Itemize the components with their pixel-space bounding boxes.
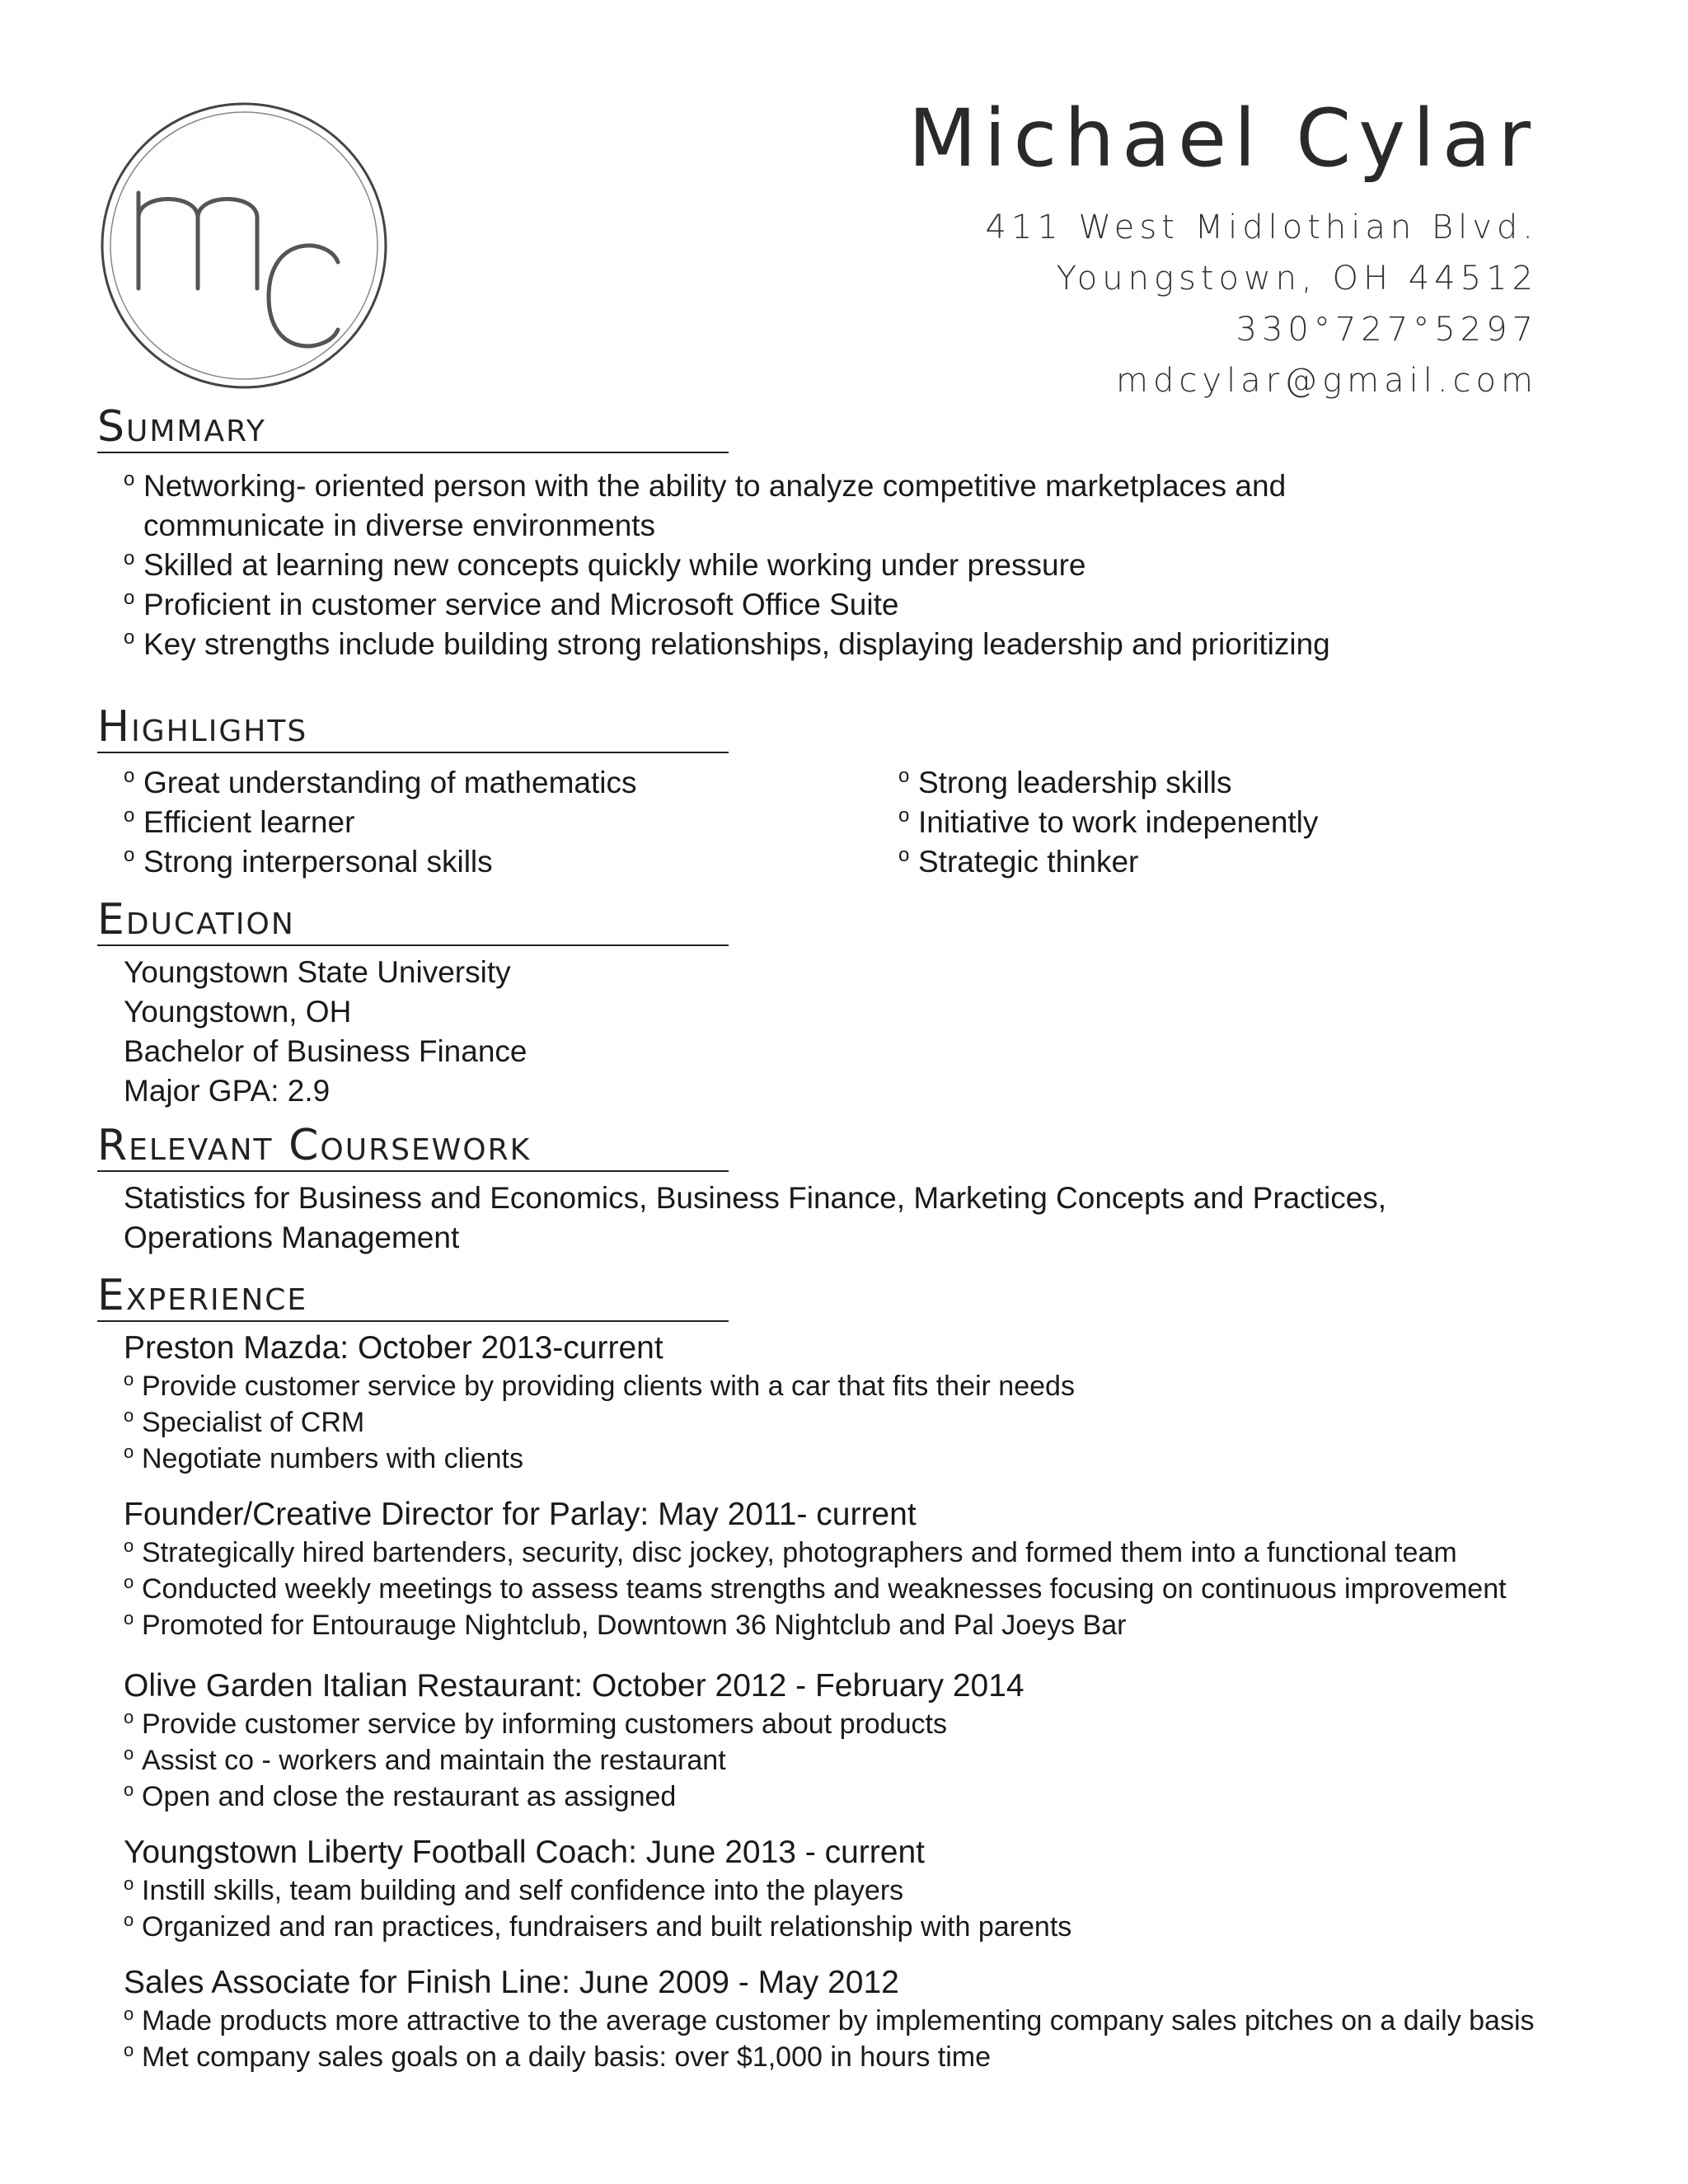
job-duty: o Provide customer service by providing clients with a car that fits their needs bbox=[124, 1368, 1075, 1404]
experience-job bbox=[124, 1666, 1025, 1815]
highlight-item: o Great understanding of mathematics bbox=[124, 763, 865, 803]
job-title: Sales Associate for Finish Line: June 2009 - May 2012 bbox=[124, 1965, 899, 2000]
education-details bbox=[124, 953, 528, 1111]
highlights-left-list bbox=[124, 763, 865, 882]
summary-item: o Proficient in customer service and Microsoft Office Suite bbox=[124, 585, 1360, 625]
summary-heading: Summary bbox=[97, 405, 729, 453]
job-duties bbox=[124, 1368, 1075, 1477]
highlight-item: o Strong leadership skills bbox=[898, 763, 1558, 803]
job-duty: o Conducted weekly meetings to assess teams strengths and weaknesses focusing on continuous improvement bbox=[124, 1571, 1507, 1607]
job-duty: o Instill skills, team building and self confidence into the players bbox=[124, 1872, 1071, 1909]
phone-number: 330°727°5297 bbox=[1236, 311, 1538, 349]
education-heading: Education bbox=[97, 898, 729, 946]
school-location: Youngstown, OH bbox=[124, 995, 352, 1029]
highlight-item: o Strong interpersonal skills bbox=[124, 842, 865, 882]
coursework-details bbox=[124, 1179, 1386, 1258]
job-title: Olive Garden Italian Restaurant: October 2012 - February 2014 bbox=[124, 1668, 1025, 1704]
gpa: Major GPA: 2.9 bbox=[124, 1074, 331, 1108]
job-duty: o Assist co - workers and maintain the restaurant bbox=[124, 1742, 1025, 1779]
coursework-line: Statistics for Business and Economics, Business Finance, Marketing Concepts and Practices, bbox=[124, 1181, 1387, 1215]
experience-job bbox=[124, 1495, 1507, 1643]
job-duty: o Provide customer service by informing customers about products bbox=[124, 1706, 1025, 1742]
highlight-item: o Efficient learner bbox=[124, 803, 865, 842]
job-duty: o Open and close the restaurant as assigned bbox=[124, 1779, 1025, 1815]
job-duties bbox=[124, 2003, 1535, 2075]
experience-heading: Experience bbox=[97, 1274, 729, 1322]
degree: Bachelor of Business Finance bbox=[124, 1034, 528, 1068]
job-duties bbox=[124, 1535, 1507, 1643]
job-duty: o Strategically hired bartenders, security, disc jockey, photographers and formed them into a functional team bbox=[124, 1535, 1507, 1571]
highlight-item: o Strategic thinker bbox=[898, 842, 1558, 882]
experience-job bbox=[124, 1329, 1075, 1477]
job-duties bbox=[124, 1706, 1025, 1815]
summary-list bbox=[124, 466, 1360, 664]
highlight-item: o Initiative to work indepenently bbox=[898, 803, 1558, 842]
job-duty: o Met company sales goals on a daily basis: over $1,000 in hours time bbox=[124, 2039, 1535, 2075]
experience-job bbox=[124, 1963, 1535, 2075]
monogram-logo bbox=[99, 101, 389, 391]
school-name: Youngstown State University bbox=[124, 955, 511, 989]
highlights-right-list bbox=[898, 763, 1558, 882]
summary-item: o Key strengths include building strong relationships, displaying leadership and prioritizing bbox=[124, 625, 1360, 664]
candidate-name: Michael Cylar bbox=[907, 92, 1538, 185]
summary-item: o Skilled at learning new concepts quickly while working under pressure bbox=[124, 546, 1360, 585]
job-duty: o Negotiate numbers with clients bbox=[124, 1441, 1075, 1477]
address-line-2: Youngstown, OH 44512 bbox=[1056, 260, 1538, 298]
job-duty: o Made products more attractive to the average customer by implementing company sales pitches on a daily basis bbox=[124, 2003, 1535, 2039]
summary-item: o Networking- oriented person with the ability to analyze competitive marketplaces and communicate in diverse environments bbox=[124, 466, 1330, 546]
job-duty: o Organized and ran practices, fundraisers and built relationship with parents bbox=[124, 1909, 1071, 1945]
job-title: Preston Mazda: October 2013-current bbox=[124, 1330, 663, 1366]
address-line-1: 411 West Midlothian Blvd. bbox=[985, 209, 1538, 246]
email-address: mdcylar@gmail.com bbox=[1116, 362, 1538, 400]
coursework-line: Operations Management bbox=[124, 1221, 460, 1254]
job-duty: o Promoted for Entourauge Nightclub, Downtown 36 Nightclub and Pal Joeys Bar bbox=[124, 1607, 1507, 1643]
job-duties bbox=[124, 1872, 1071, 1945]
job-title: Youngstown Liberty Football Coach: June 2013 - current bbox=[124, 1835, 925, 1870]
job-title: Founder/Creative Director for Parlay: May 2011- current bbox=[124, 1497, 917, 1532]
experience-job bbox=[124, 1833, 1071, 1945]
contact-header bbox=[907, 92, 1538, 400]
job-duty: o Specialist of CRM bbox=[124, 1404, 1075, 1441]
highlights-heading: Highlights bbox=[97, 705, 729, 753]
coursework-heading: Relevant Coursework bbox=[97, 1124, 729, 1172]
